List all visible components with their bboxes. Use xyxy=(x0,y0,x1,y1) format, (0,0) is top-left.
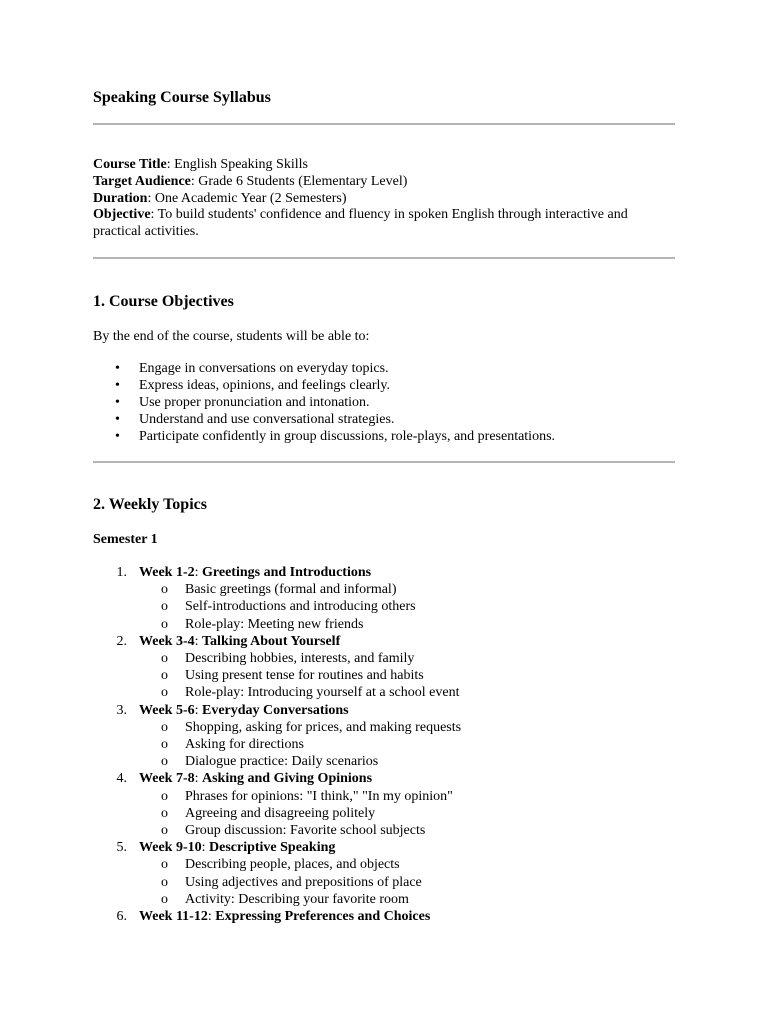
week-separator: : xyxy=(207,909,216,925)
document-title: Speaking Course Syllabus xyxy=(93,89,271,106)
week-item xyxy=(93,770,675,839)
section-heading-course-objectives: 1. Course Objectives xyxy=(93,293,234,310)
subtopic-text: Describing people, places, and objects xyxy=(185,857,400,873)
week-separator: : xyxy=(194,702,202,718)
week-range: Week 7-8 xyxy=(139,771,195,787)
subtopic-text: Dialogue practice: Daily scenarios xyxy=(185,754,379,770)
list-item xyxy=(93,394,675,411)
bullet-icon: • xyxy=(115,429,120,444)
circle-bullet-icon: o xyxy=(161,719,168,735)
duration-line xyxy=(93,191,675,208)
subtopic-item xyxy=(139,856,675,873)
list-item xyxy=(93,360,675,377)
circle-bullet-icon: o xyxy=(161,582,168,598)
subtopic-text: Shopping, asking for prices, and making requests xyxy=(185,719,462,735)
target-audience-label: Target Audience xyxy=(93,173,191,189)
subtopic-text: Agreeing and disagreeing politely xyxy=(185,805,376,821)
subtopic-item xyxy=(139,753,675,770)
week-subtopics xyxy=(139,650,675,702)
objective-line xyxy=(93,207,675,241)
list-item-text: Express ideas, opinions, and feelings clearly. xyxy=(139,378,391,393)
subtopic-item xyxy=(139,719,675,736)
circle-bullet-icon: o xyxy=(161,823,168,839)
course-info xyxy=(93,157,675,241)
circle-bullet-icon: o xyxy=(161,805,168,821)
list-item xyxy=(93,428,675,445)
week-item xyxy=(93,564,675,633)
subtopic-item xyxy=(139,598,675,615)
week-subtopics xyxy=(139,856,675,908)
weekly-topics-list xyxy=(93,564,675,925)
week-heading xyxy=(139,770,675,787)
subtopic-text: Basic greetings (formal and informal) xyxy=(185,582,397,598)
week-number: 3. xyxy=(116,702,127,718)
week-heading xyxy=(139,839,675,856)
circle-bullet-icon: o xyxy=(161,737,168,753)
circle-bullet-icon: o xyxy=(161,754,168,770)
subtopic-text: Asking for directions xyxy=(185,737,304,753)
week-heading xyxy=(139,702,675,719)
subtopic-item xyxy=(139,684,675,701)
week-item xyxy=(93,702,675,771)
circle-bullet-icon: o xyxy=(161,616,168,632)
week-separator: : xyxy=(201,840,209,856)
week-number: 4. xyxy=(116,771,127,787)
subtopic-item xyxy=(139,650,675,667)
week-range: Week 3-4 xyxy=(139,633,195,649)
subtopic-item xyxy=(139,874,675,891)
list-item-text: Engage in conversations on everyday topics. xyxy=(139,361,389,376)
subtopic-item xyxy=(139,616,675,633)
subtopic-item xyxy=(139,822,675,839)
duration-value: : One Academic Year (2 Semesters) xyxy=(147,190,347,206)
horizontal-rule xyxy=(93,123,675,125)
subtopic-item xyxy=(139,667,675,684)
subtopic-text: Phrases for opinions: "I think," "In my opinion" xyxy=(185,788,453,804)
course-title-label: Course Title xyxy=(93,157,167,172)
week-subtopics xyxy=(139,788,675,840)
week-number: 6. xyxy=(116,909,127,925)
week-range: Week 5-6 xyxy=(139,702,195,718)
bullet-icon: • xyxy=(115,378,120,393)
section-heading-weekly-topics: 2. Weekly Topics xyxy=(93,496,207,513)
target-audience-line xyxy=(93,174,675,191)
circle-bullet-icon: o xyxy=(161,599,168,615)
subtopic-text: Group discussion: Favorite school subjects xyxy=(185,823,426,839)
week-topic: Asking and Giving Opinions xyxy=(202,771,373,787)
duration-label: Duration xyxy=(93,190,148,206)
week-range: Week 9-10 xyxy=(139,840,202,856)
week-topic: Descriptive Speaking xyxy=(209,840,336,856)
circle-bullet-icon: o xyxy=(161,651,168,667)
week-item xyxy=(93,839,675,908)
subtopic-text: Using adjectives and prepositions of place xyxy=(185,874,422,890)
circle-bullet-icon: o xyxy=(161,668,168,684)
list-item xyxy=(93,377,675,394)
circle-bullet-icon: o xyxy=(161,891,168,907)
bullet-icon: • xyxy=(115,395,120,410)
subtopic-text: Role-play: Meeting new friends xyxy=(185,616,364,632)
horizontal-rule xyxy=(93,461,675,463)
list-item xyxy=(93,411,675,428)
subtopic-item xyxy=(139,788,675,805)
week-topic: Everyday Conversations xyxy=(202,702,349,718)
week-separator: : xyxy=(194,565,202,580)
week-heading xyxy=(139,908,675,925)
week-separator: : xyxy=(194,633,202,649)
week-separator: : xyxy=(194,771,202,787)
course-title-value: : English Speaking Skills xyxy=(166,157,308,172)
list-item-text: Understand and use conversational strategies. xyxy=(139,412,395,427)
bullet-icon: • xyxy=(115,361,120,376)
week-topic: Talking About Yourself xyxy=(202,633,341,649)
week-range: Week 11-12 xyxy=(139,909,208,925)
subtopic-item xyxy=(139,581,675,598)
subtopic-item xyxy=(139,891,675,908)
target-audience-value: : Grade 6 Students (Elementary Level) xyxy=(190,173,408,189)
week-topic: Greetings and Introductions xyxy=(202,565,372,580)
objectives-list xyxy=(93,360,675,445)
list-item-text: Participate confidently in group discussions, role-plays, and presentations. xyxy=(139,429,556,444)
subtopic-text: Activity: Describing your favorite room xyxy=(185,891,409,907)
week-item xyxy=(93,633,675,702)
circle-bullet-icon: o xyxy=(161,857,168,873)
subtopic-item xyxy=(139,736,675,753)
week-number: 5. xyxy=(116,840,127,856)
circle-bullet-icon: o xyxy=(161,685,168,701)
week-number: 2. xyxy=(116,633,127,649)
week-number: 1. xyxy=(116,565,127,580)
semester-heading: Semester 1 xyxy=(93,532,158,547)
subtopic-text: Using present tense for routines and habits xyxy=(185,668,424,684)
week-subtopics xyxy=(139,719,675,771)
subtopic-item xyxy=(139,805,675,822)
course-title-line xyxy=(93,157,675,174)
week-topic: Expressing Preferences and Choices xyxy=(215,909,431,925)
objective-label: Objective xyxy=(93,207,151,223)
horizontal-rule xyxy=(93,257,675,259)
list-item-text: Use proper pronunciation and intonation. xyxy=(139,395,370,410)
week-heading xyxy=(139,633,675,650)
subtopic-text: Role-play: Introducing yourself at a school event xyxy=(185,685,460,701)
week-range: Week 1-2 xyxy=(139,565,195,580)
objectives-intro: By the end of the course, students will be able to: xyxy=(93,329,370,344)
week-subtopics xyxy=(139,581,675,633)
circle-bullet-icon: o xyxy=(161,874,168,890)
week-heading xyxy=(139,564,675,581)
subtopic-text: Describing hobbies, interests, and family xyxy=(185,651,415,667)
subtopic-text: Self-introductions and introducing others xyxy=(185,599,416,615)
circle-bullet-icon: o xyxy=(161,788,168,804)
week-item xyxy=(93,908,675,925)
bullet-icon: • xyxy=(115,412,120,427)
objective-value: : To build students' confidence and fluency in spoken English through interactive and practical activities. xyxy=(93,207,628,240)
